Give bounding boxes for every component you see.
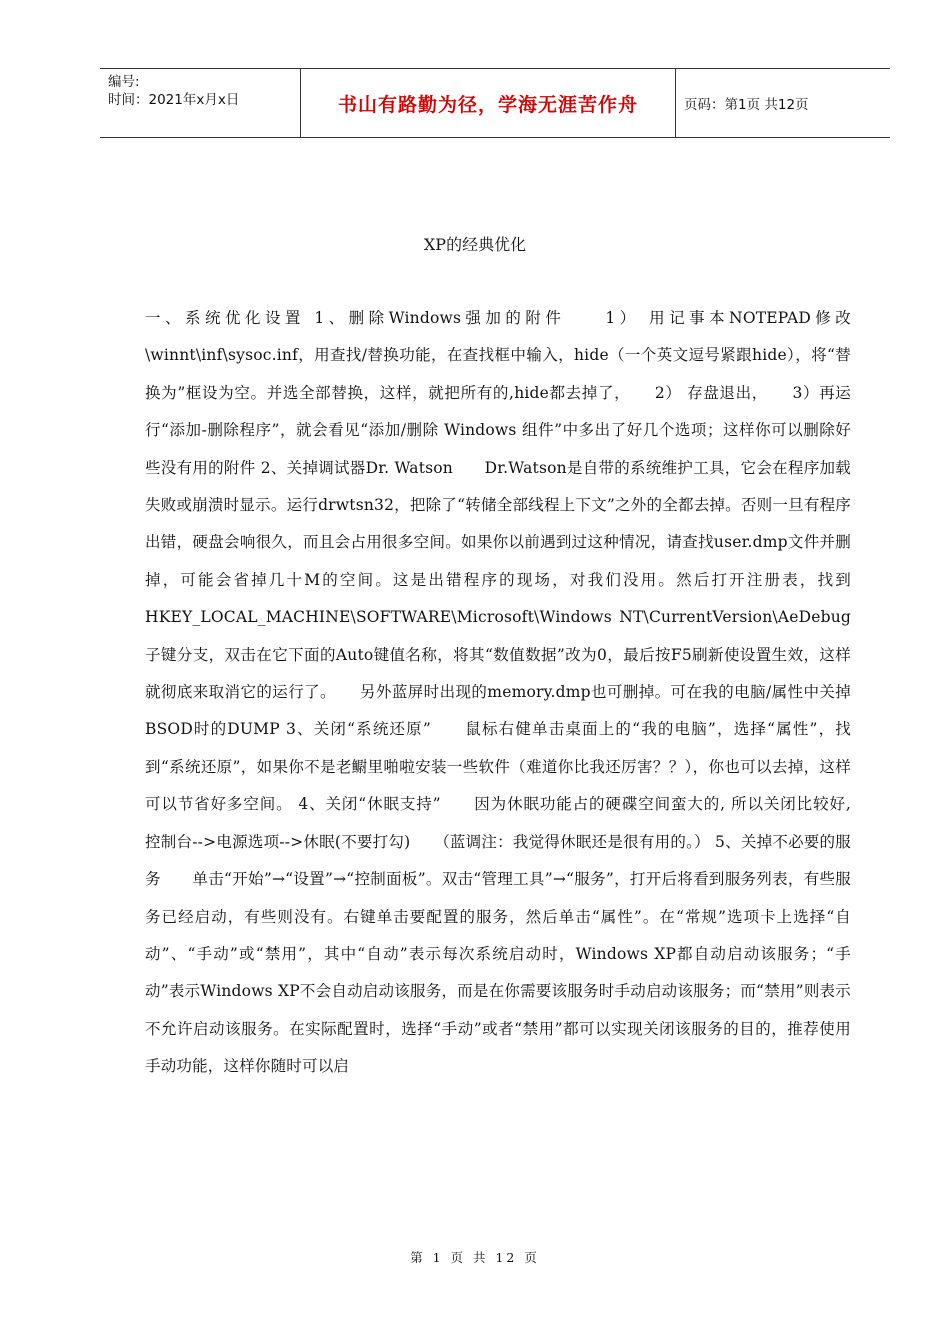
serial-label: 编号: [108,74,140,90]
header-page-info: 页码：第1页 共12页 [684,97,809,113]
time-label: 时间：2021年x月x日 [108,92,240,108]
page-footer: 第 1 页 共 12 页 [410,1250,540,1265]
document-header [100,68,890,138]
document-body: 一、系统优化设置 1、删除Windows强加的附件 1） 用记事本NOTEPAD修改\winnt\inf\sysoc.inf，用查找/替换功能，在查找框中输入，hide（一个英文逗号紧跟hide），将“替换为”框设为空。并选全部替换，这样，就把所有的,hide都去掉了， 2） 存盘退出， 3）再运行“添加-删除程序”，就会看见“添加/删除 Windows 组件”中多出了好几个选项；这样你可以删除好些没有用的附件 2、关掉调试器Dr. Watson Dr.Watson是自带的系统维护工具，它会在程序加载失败或崩溃时显示。运行drwtsn32，把除了“转储全部线程上下文”之外的全都去掉。否则一旦有程序出错，硬盘会响很久，而且会占用很多空间。如果你以前遇到过这种情况，请查找user.dmp文件并删掉，可能会省掉几十M的空间。这是出错程序的现场，对我们没用。然后打开注册表，找到HKEY_LOCAL_MACHINE\SOFTWARE\Microsoft\Windows NT\CurrentVersion\AeDebug子键分支，双击在它下面的Auto键值名称，将其“数值数据”改为0，最后按F5刷新使设置生效，这样就彻底来取消它的运行了。 另外蓝屏时出现的memory.dmp也可删掉。可在我的电脑/属性中关掉BSOD时的DUMP 3、关闭“系统还原” 鼠标右健单击桌面上的“我的电脑”，选择“属性”，找到“系统还原”，如果你不是老鳚里啪啦安装一些软件（难道你比我还厉害？？），你也可以去掉，这样可以节省好多空间。 4、关闭“休眠支持” 因为休眠功能占的硬碟空间蛮大的, 所以关闭比较好, 控制台-->电源选项-->休眠(不要打勾) （蓝调注：我觉得休眠还是很有用的。） 5、关掉不必要的服务 单击“开始”→“设置”→“控制面板”。双击“管理工具”→“服务”，打开后将看到服务列表，有些服务已经启动，有些则没有。右键单击要配置的服务，然后单击“属性”。在“常规”选项卡上选择“自动”、“手动”或“禁用”，其中“自动”表示每次系统启动时，Windows XP都自动启动该服务；“手动”表示Windows XP不会自动启动该服务，而是在你需要该服务时手动启动该服务；而“禁用”则表示不允许启动该服务。在实际配置时，选择“手动”或者“禁用”都可以实现关闭该服务的目的，推荐使用手动功能，这样你随时可以启 [145,309,883,1076]
document-title: XP的经典优化 [423,235,527,254]
header-meta [100,69,301,137]
header-motto: 书山有路勤为径，学海无涯苦作舟 [301,69,676,137]
